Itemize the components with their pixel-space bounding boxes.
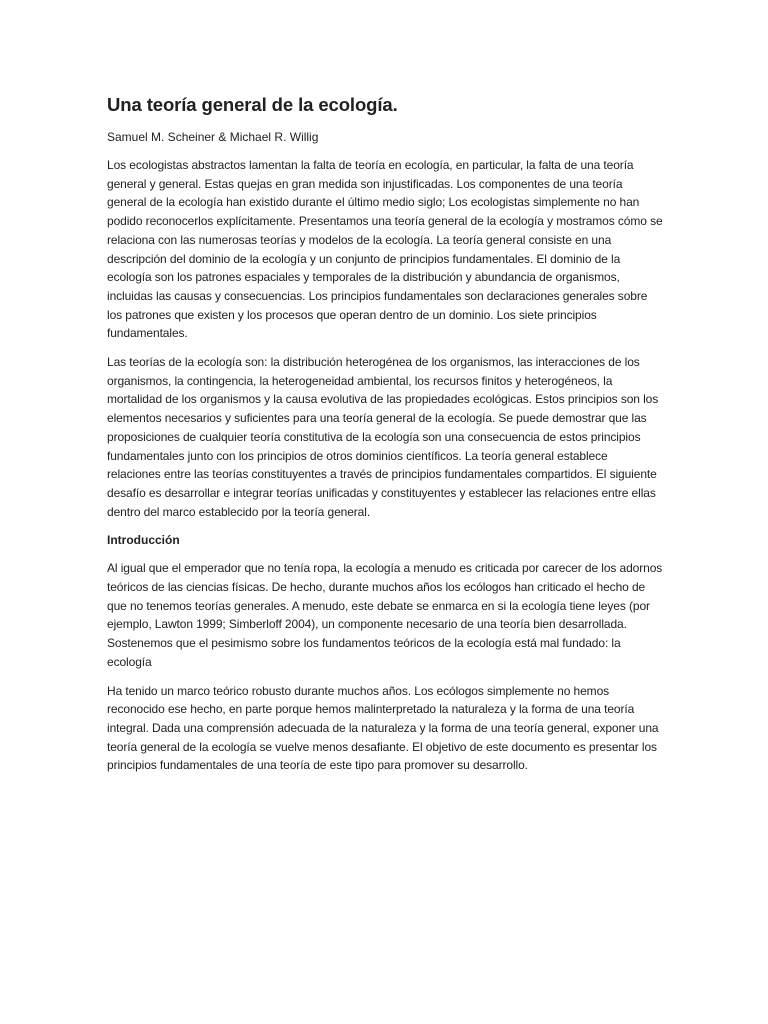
document-title: Una teoría general de la ecología. [107, 94, 398, 115]
document-authors: Samuel M. Scheiner & Michael R. Willig [107, 130, 319, 144]
section-heading-introduction: Introducción [107, 533, 180, 548]
introduction-paragraph-1: Al igual que el emperador que no tenía ropa, la ecología a menudo es criticada por carecer de los adornos teóricos de las ciencias físicas. De hecho, durante muchos años los ecólogos han criticado el hecho de que no tenemos teorías generales. A menudo, este debate se enmarca en si la ecología tiene leyes (por ejemplo, Lawton 1999; Simberloff 2004), un componente necesario de una teoría bien desarrollada. Sostenemos que el pesimismo sobre los fundamentos teóricos de la ecología está mal fundado: la ecología [107, 561, 663, 669]
document-body [107, 92, 663, 775]
abstract-paragraph-1: Los ecologistas abstractos lamentan la falta de teoría en ecología, en particular, la falta de una teoría general y general. Estas quejas en gran medida son injustificadas. Los componentes de una teoría general de la ecología han existido durante el último medio siglo; Los ecologistas simplemente no han podido reconocerlos explícitamente. Presentamos una teoría general de la ecología y mostramos cómo se relaciona con las numerosas teorías y modelos de la ecología. La teoría general consiste en una descripción del dominio de la ecología y un conjunto de principios fundamentales. El dominio de la ecología son los patrones espaciales y temporales de la distribución y abundancia de organismos, incluidas las causas y consecuencias. Los principios fundamentales son declaraciones generales sobre los patrones que existen y los procesos que operan dentro de un dominio. Los siete principios fundamentales. [107, 158, 663, 341]
abstract-paragraph-2: Las teorías de la ecología son: la distribución heterogénea de los organismos, las interacciones de los organismos, la contingencia, la heterogeneidad ambiental, los recursos finitos y heterogéneos, la mortalidad de los organismos y la causa evolutiva de las propiedades ecológicas. Estos principios son los elementos necesarios y suficientes para una teoría general de la ecología. Se puede demostrar que las proposiciones de cualquier teoría constitutiva de la ecología son una consecuencia de estos principios fundamentales junto con los principios de otros dominios científicos. La teoría general establece relaciones entre las teorías constituyentes a través de principios fundamentales compartidos. El siguiente desafío es desarrollar e integrar teorías unificadas y constituyentes y establecer las relaciones entre ellas dentro del marco establecido por la teoría general. [107, 355, 659, 519]
introduction-paragraph-2: Ha tenido un marco teórico robusto durante muchos años. Los ecólogos simplemente no hemos reconocido ese hecho, en parte porque hemos malinterpretado la naturaleza y la forma de una teoría integral. Dada una comprensión adecuada de la naturaleza y la forma de una teoría general, exponer una teoría general de la ecología se vuelve menos desafiante. El objetivo de este documento es presentar los principios fundamentales de una teoría de este tipo para promover su desarrollo. [107, 683, 659, 773]
